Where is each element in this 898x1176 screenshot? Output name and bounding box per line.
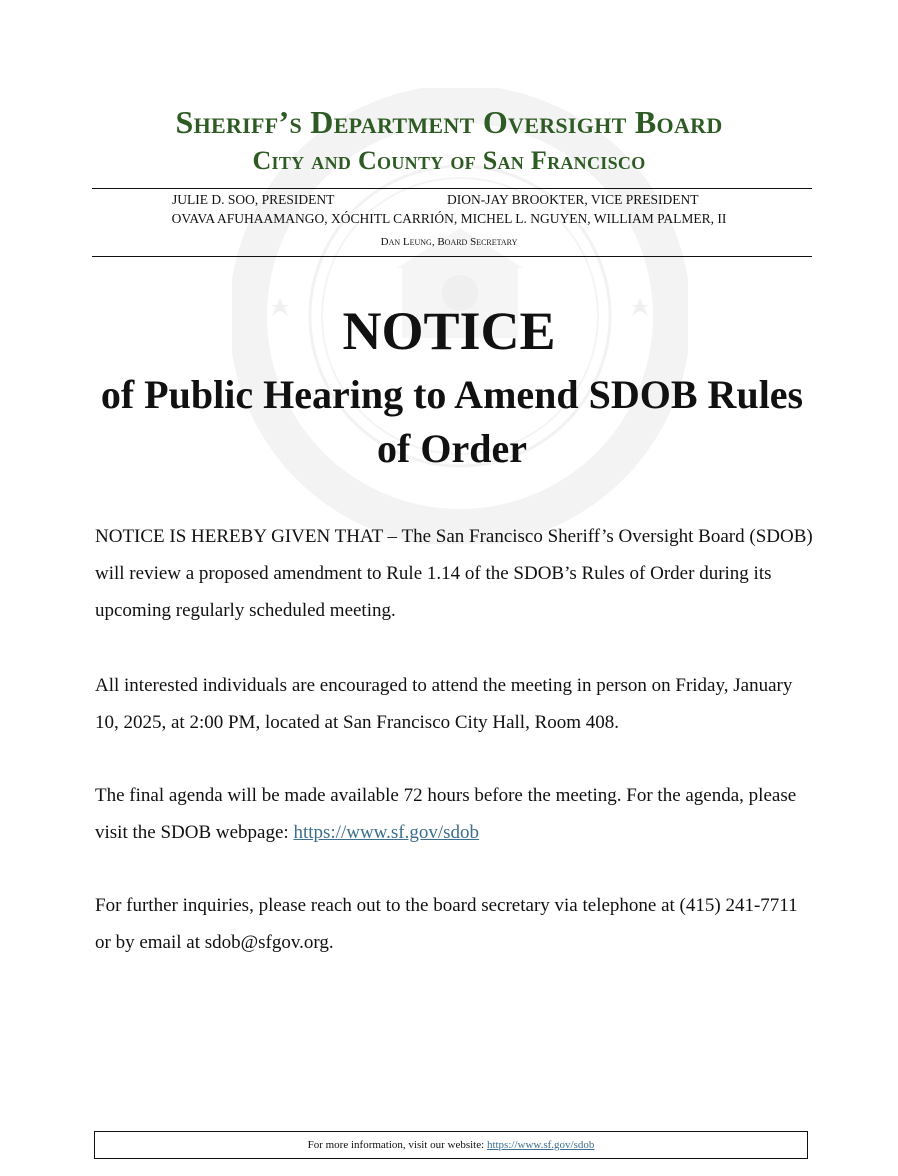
footer-box	[94, 1131, 808, 1159]
org-name: Sheriff’s Department Oversight Board	[175, 104, 723, 140]
jurisdiction-name: City and County of San Francisco	[252, 146, 646, 175]
paragraph-inquiries: For further inquiries, please reach out to the board secretary via telephone at (415) 241-7711 or by email at sdob@sfgov.org.	[95, 895, 798, 953]
sdob-webpage-link[interactable]: https://www.sf.gov/sdob	[293, 822, 480, 843]
notice-title: NOTICE	[342, 301, 556, 361]
agenda-text: The final agenda will be made available 72 hours before the meeting. For the agenda, please visit the SDOB webpage:	[95, 785, 797, 843]
footer-text: For more information, visit our website:	[307, 1139, 487, 1151]
notice-subtitle: of Public Hearing to Amend SDOB Rules of Order	[100, 372, 804, 471]
paragraph-meeting: All interested individuals are encouraged to attend the meeting in person on Friday, January 10, 2025, at 2:00 PM, located at San Francisco City Hall, Room 408.	[95, 675, 793, 733]
board-president: JULIE D. SOO, PRESIDENT	[172, 192, 335, 207]
header-bottom-rule	[92, 256, 812, 257]
board-vice-president: DION-JAY BROOKTER, VICE PRESIDENT	[447, 192, 699, 207]
board-members: OVAVA AFUHAAMANGO, XÓCHITL CARRIÓN, MICHEL L. NGUYEN, WILLIAM PALMER, II	[171, 211, 727, 226]
board-secretary: Dan Leung, Board Secretary	[380, 236, 518, 248]
paragraph-notice: NOTICE IS HEREBY GIVEN THAT – The San Francisco Sheriff’s Oversight Board (SDOB) will review a proposed amendment to Rule 1.14 of the SDOB’s Rules of Order during its upcoming regularly scheduled meeting.	[95, 526, 813, 621]
header-top-rule	[92, 188, 812, 189]
footer-website-link[interactable]: https://www.sf.gov/sdob	[486, 1139, 595, 1151]
paragraph-agenda	[95, 777, 815, 851]
